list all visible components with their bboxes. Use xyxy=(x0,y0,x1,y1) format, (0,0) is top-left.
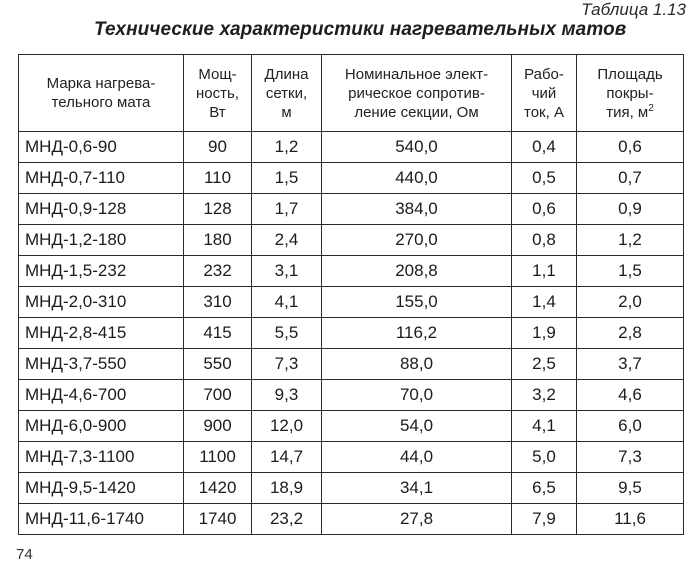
cell-current: 4,1 xyxy=(512,411,577,442)
cell-power: 1420 xyxy=(184,473,252,504)
table-row xyxy=(19,225,684,256)
cell-grid-length: 23,2 xyxy=(252,504,322,535)
cell-area: 1,2 xyxy=(577,225,684,256)
column-header-label: Мощ- ность, Вт xyxy=(196,65,239,121)
column-header-label: Длина сетки, м xyxy=(264,65,309,121)
cell-power: 90 xyxy=(184,132,252,163)
table-row xyxy=(19,287,684,318)
cell-area: 2,8 xyxy=(577,318,684,349)
cell-resistance: 88,0 xyxy=(322,349,512,380)
heating-mats-table xyxy=(18,54,684,535)
table-row xyxy=(19,318,684,349)
cell-current: 7,9 xyxy=(512,504,577,535)
cell-grid-length: 3,1 xyxy=(252,256,322,287)
cell-grid-length: 5,5 xyxy=(252,318,322,349)
cell-grid-length: 18,9 xyxy=(252,473,322,504)
cell-area: 2,0 xyxy=(577,287,684,318)
cell-area: 4,6 xyxy=(577,380,684,411)
cell-resistance: 155,0 xyxy=(322,287,512,318)
cell-power: 700 xyxy=(184,380,252,411)
table-title: Технические характеристики нагревательных матов xyxy=(94,19,627,40)
cell-current: 1,9 xyxy=(512,318,577,349)
cell-power: 128 xyxy=(184,194,252,225)
superscript-2: 2 xyxy=(648,102,654,114)
cell-area: 0,9 xyxy=(577,194,684,225)
table-row xyxy=(19,380,684,411)
cell-current: 6,5 xyxy=(512,473,577,504)
cell-power: 415 xyxy=(184,318,252,349)
cell-current: 2,5 xyxy=(512,349,577,380)
cell-power: 110 xyxy=(184,163,252,194)
cell-grid-length: 14,7 xyxy=(252,442,322,473)
column-header-resistance xyxy=(322,55,512,132)
cell-mark: МНД-4,6-700 xyxy=(19,380,184,411)
cell-power: 310 xyxy=(184,287,252,318)
cell-grid-length: 1,5 xyxy=(252,163,322,194)
table-number: Таблица 1.13 xyxy=(581,0,686,19)
cell-area: 0,6 xyxy=(577,132,684,163)
cell-resistance: 270,0 xyxy=(322,225,512,256)
cell-resistance: 34,1 xyxy=(322,473,512,504)
column-header-grid-length xyxy=(252,55,322,132)
cell-mark: МНД-0,6-90 xyxy=(19,132,184,163)
cell-power: 550 xyxy=(184,349,252,380)
cell-mark: МНД-11,6-1740 xyxy=(19,504,184,535)
cell-mark: МНД-7,3-1100 xyxy=(19,442,184,473)
cell-resistance: 116,2 xyxy=(322,318,512,349)
cell-area: 0,7 xyxy=(577,163,684,194)
cell-resistance: 540,0 xyxy=(322,132,512,163)
table-row xyxy=(19,411,684,442)
cell-current: 1,1 xyxy=(512,256,577,287)
cell-resistance: 27,8 xyxy=(322,504,512,535)
cell-power: 232 xyxy=(184,256,252,287)
cell-grid-length: 7,3 xyxy=(252,349,322,380)
cell-resistance: 54,0 xyxy=(322,411,512,442)
cell-power: 180 xyxy=(184,225,252,256)
cell-current: 3,2 xyxy=(512,380,577,411)
cell-mark: МНД-0,9-128 xyxy=(19,194,184,225)
cell-area: 9,5 xyxy=(577,473,684,504)
table-row xyxy=(19,473,684,504)
cell-mark: МНД-9,5-1420 xyxy=(19,473,184,504)
column-header-current xyxy=(512,55,577,132)
cell-resistance: 208,8 xyxy=(322,256,512,287)
cell-power: 1740 xyxy=(184,504,252,535)
cell-resistance: 44,0 xyxy=(322,442,512,473)
cell-mark: МНД-0,7-110 xyxy=(19,163,184,194)
cell-resistance: 440,0 xyxy=(322,163,512,194)
cell-mark: МНД-1,5-232 xyxy=(19,256,184,287)
cell-grid-length: 12,0 xyxy=(252,411,322,442)
table-row xyxy=(19,256,684,287)
header-row xyxy=(19,55,684,132)
cell-grid-length: 1,2 xyxy=(252,132,322,163)
cell-mark: МНД-3,7-550 xyxy=(19,349,184,380)
cell-power: 1100 xyxy=(184,442,252,473)
cell-grid-length: 4,1 xyxy=(252,287,322,318)
column-header-area xyxy=(577,55,684,132)
cell-current: 1,4 xyxy=(512,287,577,318)
cell-current: 0,4 xyxy=(512,132,577,163)
cell-area: 6,0 xyxy=(577,411,684,442)
cell-mark: МНД-6,0-900 xyxy=(19,411,184,442)
cell-grid-length: 1,7 xyxy=(252,194,322,225)
cell-current: 0,5 xyxy=(512,163,577,194)
column-header-label: Номинальное элект- рическое сопротив- ление секции, Ом xyxy=(344,65,489,121)
cell-current: 0,6 xyxy=(512,194,577,225)
cell-area: 11,6 xyxy=(577,504,684,535)
table-row xyxy=(19,349,684,380)
column-header-label: Марка нагрева- тельного мата xyxy=(46,75,156,111)
cell-mark: МНД-2,8-415 xyxy=(19,318,184,349)
table-row xyxy=(19,132,684,163)
cell-area: 3,7 xyxy=(577,349,684,380)
table-row xyxy=(19,504,684,535)
cell-resistance: 70,0 xyxy=(322,380,512,411)
cell-mark: МНД-2,0-310 xyxy=(19,287,184,318)
table-row xyxy=(19,163,684,194)
cell-current: 5,0 xyxy=(512,442,577,473)
page-number: 74 xyxy=(16,546,33,563)
cell-grid-length: 2,4 xyxy=(252,225,322,256)
table-body xyxy=(19,132,684,535)
table-row xyxy=(19,194,684,225)
cell-resistance: 384,0 xyxy=(322,194,512,225)
column-header-power xyxy=(184,55,252,132)
cell-grid-length: 9,3 xyxy=(252,380,322,411)
cell-area: 1,5 xyxy=(577,256,684,287)
column-header-label: Площадь покры- тия, м xyxy=(597,65,663,121)
cell-current: 0,8 xyxy=(512,225,577,256)
table-row xyxy=(19,442,684,473)
cell-area: 7,3 xyxy=(577,442,684,473)
column-header-mark xyxy=(19,55,184,132)
cell-power: 900 xyxy=(184,411,252,442)
column-header-label: Рабо- чий ток, А xyxy=(524,65,564,121)
cell-mark: МНД-1,2-180 xyxy=(19,225,184,256)
